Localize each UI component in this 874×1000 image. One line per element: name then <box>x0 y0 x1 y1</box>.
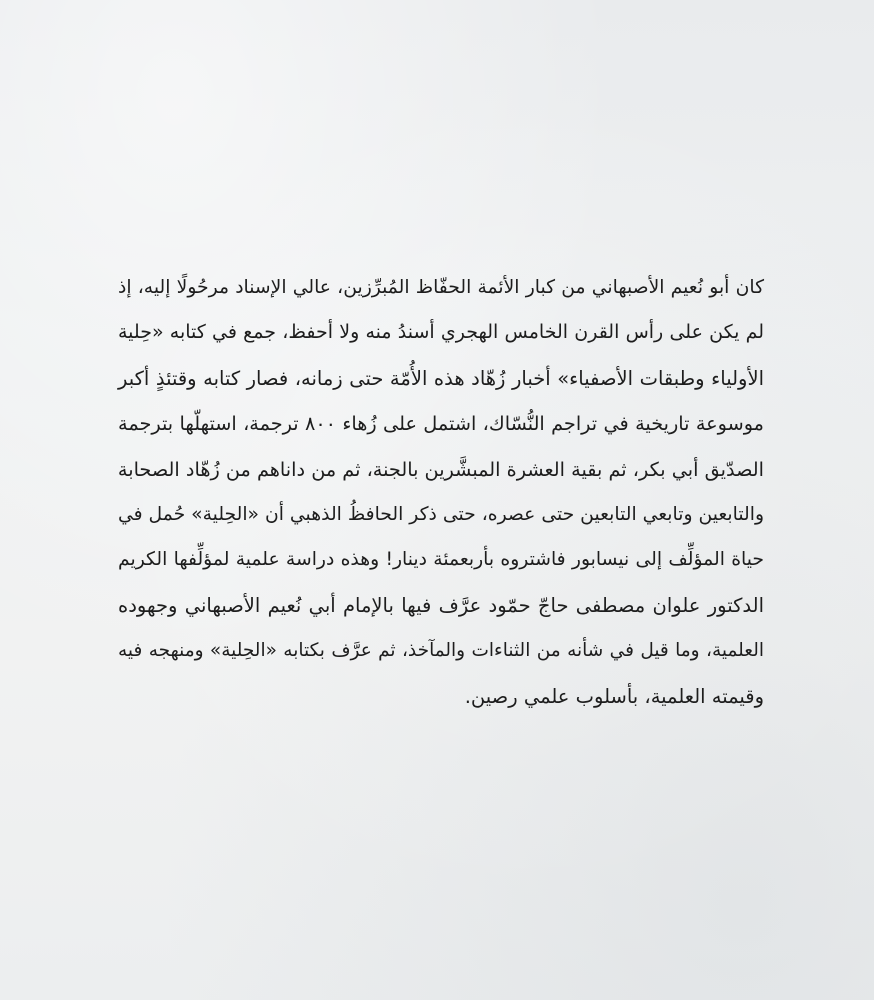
text-line-1: كان أبو نُعيم الأصبهاني من كبار الأئمة الحفّاظ المُبرِّزين، عالي الإسناد مرحُولًا إليه، إذ <box>118 277 764 298</box>
text-line-5: الصدّيق أبي بكر، ثم بقية العشرة المبشَّرين بالجنة، ثم من داناهم من زُهّاد الصحابة <box>117 457 764 481</box>
text-line-8: الدكتور علوان مصطفى حاجّ حمّود عرَّف فيها بالإمام أبي نُعيم الأصبهاني وجهوده <box>118 593 764 617</box>
description-paragraph <box>118 265 764 719</box>
text-line-3: الأولياء وطبقات الأصفياء» أخبار زُهّاد هذه الأُمّة حتى زمانه، فصار كتابه وقتئذٍ أكبر <box>118 366 764 390</box>
text-line-10: وقيمته العلمية، بأسلوب علمي رصين. <box>464 684 764 708</box>
text-line-6: والتابعين وتابعي التابعين حتى عصره، حتى ذكر الحافظُ الذهبي أن «الحِلية» حُمل في <box>118 503 764 525</box>
text-line-2: لم يكن على رأس القرن الخامس الهجري أسندُ منه ولا أحفظ، جمع في كتابه «حِلية <box>118 321 764 344</box>
text-line-7: حياة المؤلِّف إلى نيسابور فاشتروه بأربعمئة دينار! وهذه دراسة علمية لمؤلِّفها الكريم <box>118 549 764 571</box>
text-line-9: العلمية، وما قيل في شأنه من الثناءات والمآخذ، ثم عرَّف بكتابه «الحِلية» ومنهجه فيه <box>118 640 764 662</box>
text-line-4: موسوعة تاريخية في تراجم النُّسّاك، اشتمل على زُهاء ٨٠٠ ترجمة، استهلّها بترجمة <box>118 412 764 436</box>
